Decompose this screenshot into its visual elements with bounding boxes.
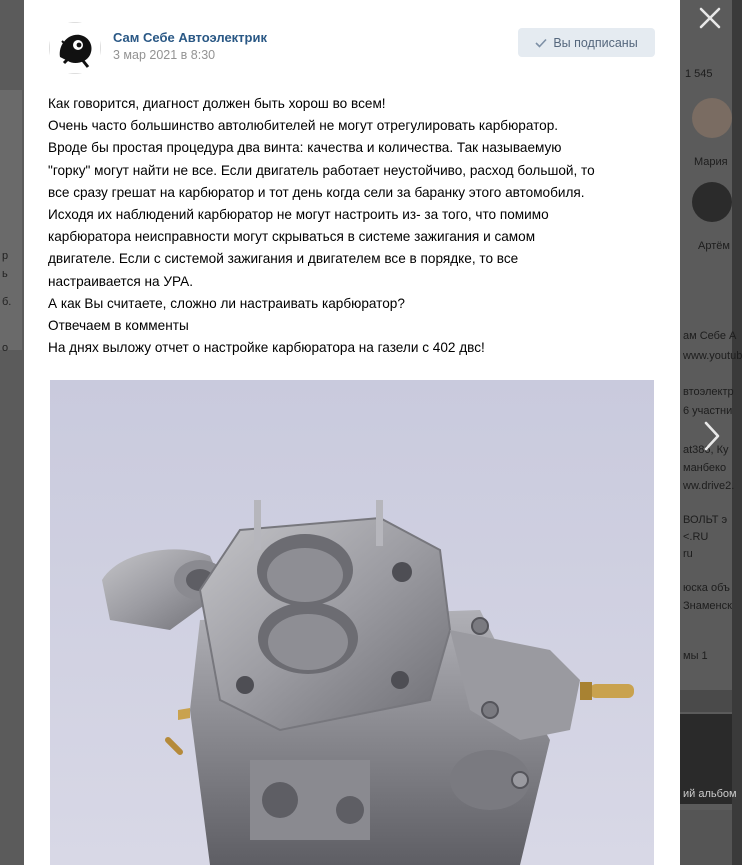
link-sub: 6 участни	[683, 405, 733, 417]
post-header	[24, 0, 680, 82]
post-modal	[24, 0, 680, 865]
post-text-line: Отвечаем в комменты	[48, 318, 189, 334]
members-count: 1 545	[685, 68, 713, 80]
background-text: р	[2, 250, 9, 262]
next-post-button[interactable]	[700, 418, 724, 454]
subscribed-label: Вы подписаны	[553, 35, 638, 50]
album-thumb	[680, 810, 732, 865]
member-name: Мария	[694, 156, 728, 168]
link-url: www.youtub	[683, 350, 742, 362]
albums-label: ий альбом	[683, 788, 737, 800]
background-text: о	[2, 342, 9, 354]
member-avatar	[692, 98, 732, 138]
link-url: ww.drive2.	[683, 480, 735, 492]
post-text-line: "горку" могут найти не все. Если двигатель работает неустойчиво, расход большой, то	[48, 162, 595, 178]
post-text-line: Вроде бы простая процедура два винта: качества и количества. Так называемую	[48, 140, 562, 156]
post-text-line: карбюратора неисправности могут скрываться в системе зажигания и самом	[48, 229, 536, 245]
background-left-column	[0, 90, 22, 354]
close-icon	[694, 2, 726, 34]
link-title: юска объ	[683, 582, 730, 594]
author-name[interactable]: Сам Себе Автоэлектрик	[113, 30, 267, 45]
link-title: at386, Ку	[683, 444, 729, 456]
carburetor-photo	[50, 380, 654, 865]
post-photo[interactable]	[50, 380, 654, 865]
check-icon	[535, 38, 547, 48]
author-avatar[interactable]	[49, 22, 101, 74]
background-text: б.	[2, 296, 12, 308]
subscribed-button[interactable]	[518, 28, 655, 57]
post-text-line: А как Вы считаете, сложно ли настраивать карбюратор?	[48, 295, 405, 311]
close-button[interactable]	[694, 2, 726, 34]
post-text-line: двигателе. Если с системой зажигания и двигателем все в порядке, то все	[48, 251, 519, 267]
background-text: ь	[2, 268, 8, 280]
post-text-line: все сразу грешат на карбюратор и тот день когда сели за баранку этого автомобиля.	[48, 184, 585, 200]
post-text	[48, 93, 658, 359]
post-text-line: На днях выложу отчет о настройке карбюратора на газели с 402 двс!	[48, 340, 485, 356]
post-text-line: настраивается на УРА.	[48, 273, 194, 289]
author-logo-icon	[50, 23, 100, 73]
member-name: Артём	[698, 240, 730, 252]
chevron-right-icon	[700, 418, 724, 454]
link-title: ам Себе А	[683, 330, 737, 342]
member-avatar	[692, 182, 732, 222]
link-title: втоэлектр	[683, 386, 734, 398]
link-title: ВОЛЬТ э	[683, 514, 728, 526]
post-date[interactable]: 3 мар 2021 в 8:30	[113, 48, 216, 62]
post-text-line: Исходя их наблюдений карбюратор не могут настроить из- за того, что помимо	[48, 207, 549, 223]
link-url: ru	[683, 548, 693, 560]
album-thumb	[680, 690, 732, 712]
post-text-line: Очень часто большинство автолюбителей не могут отрегулировать карбюратор.	[48, 118, 559, 134]
post-text-line: Как говорится, диагност должен быть хорош во всем!	[48, 96, 386, 111]
link-sub: Знаменск	[683, 600, 732, 612]
section-title: мы 1	[683, 650, 708, 662]
link-sub: манбеко	[683, 462, 727, 474]
link-sub: <.RU	[683, 531, 709, 543]
